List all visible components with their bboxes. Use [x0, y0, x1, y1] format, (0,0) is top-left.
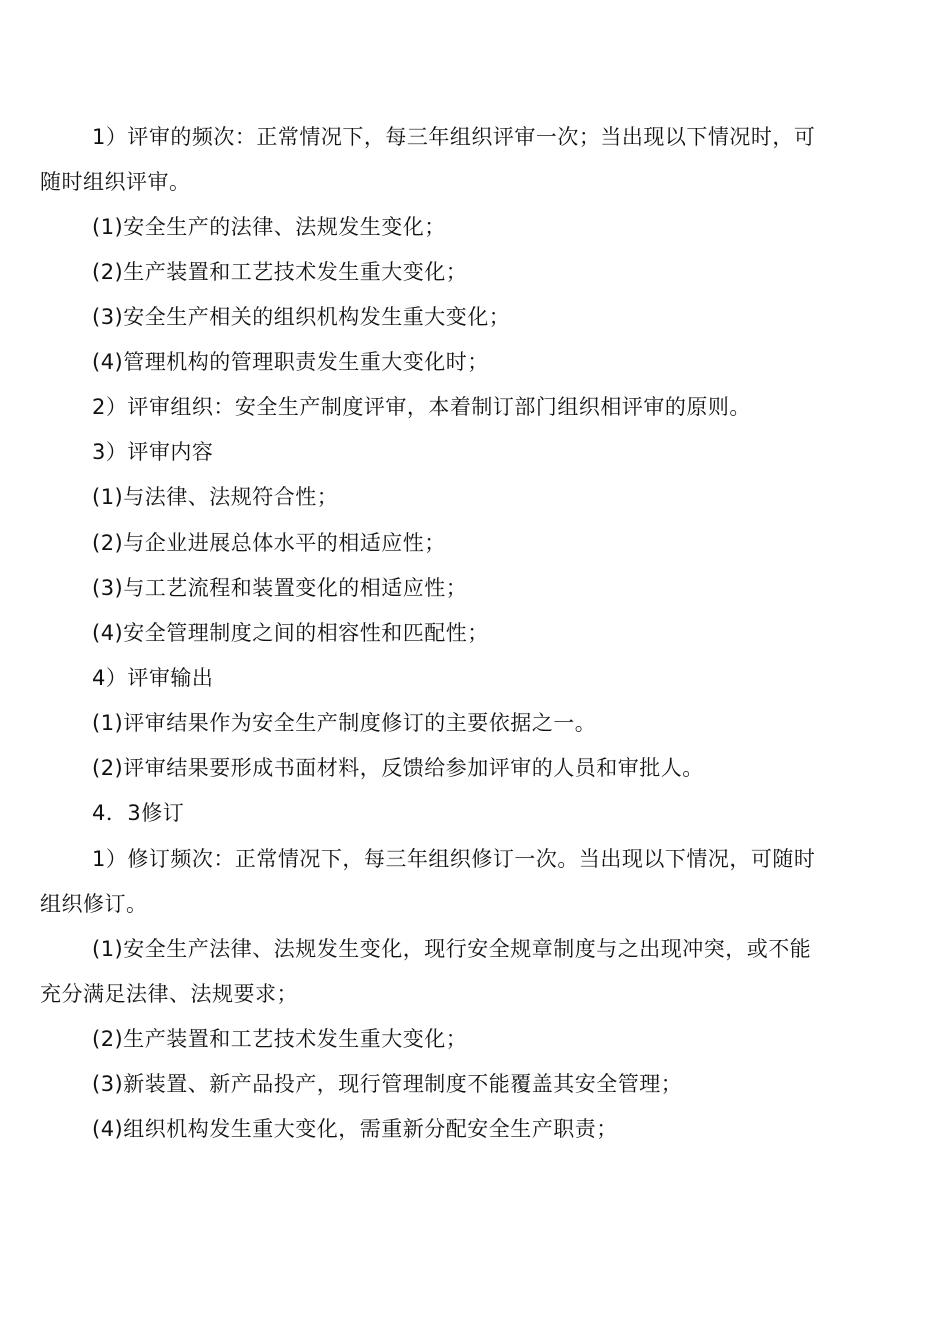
paragraph-line: (3)安全生产相关的组织机构发生重大变化； — [92, 305, 511, 329]
paragraph-line: (3)新装置、新产品投产，现行管理制度不能覆盖其安全管理； — [92, 1072, 683, 1096]
paragraph-line: 充分满足法律、法规要求； — [40, 982, 298, 1006]
paragraph-line: (2)评审结果要形成书面材料，反馈给参加评审的人员和审批人。 — [92, 756, 704, 780]
paragraph-line: (1)安全生产的法律、法规发生变化； — [92, 215, 446, 239]
paragraph-line: (1)与法律、法规符合性； — [92, 485, 339, 509]
paragraph-line: 3）评审内容 — [92, 440, 214, 464]
paragraph-line: 1）评审的频次：正常情况下，每三年组织评审一次；当出现以下情况时，可 — [92, 125, 816, 149]
paragraph-line: 随时组织评审。 — [40, 170, 191, 194]
paragraph-line: (1)评审结果作为安全生产制度修订的主要依据之一。 — [92, 711, 597, 735]
paragraph-line: 组织修订。 — [40, 892, 148, 916]
paragraph-line: 4）评审输出 — [92, 666, 214, 690]
section-heading: 4．3修订 — [92, 801, 185, 825]
paragraph-line: (4)管理机构的管理职责发生重大变化时； — [92, 350, 489, 374]
paragraph-line: (2)与企业进展总体水平的相适应性； — [92, 531, 446, 555]
paragraph-line: (4)组织机构发生重大变化，需重新分配安全生产职责； — [92, 1117, 618, 1141]
paragraph-line: (2)生产装置和工艺技术发生重大变化； — [92, 1027, 468, 1051]
paragraph-line: (1)安全生产法律、法规发生变化，现行安全规章制度与之出现冲突，或不能 — [92, 937, 812, 961]
paragraph-line: (2)生产装置和工艺技术发生重大变化； — [92, 260, 468, 284]
paragraph-line: 1）修订频次：正常情况下，每三年组织修订一次。当出现以下情况，可随时 — [92, 847, 816, 871]
paragraph-line: (4)安全管理制度之间的相容性和匹配性； — [92, 621, 489, 645]
paragraph-line: (3)与工艺流程和装置变化的相适应性； — [92, 576, 468, 600]
paragraph-line: 2）评审组织：安全生产制度评审，本着制订部门组织相评审的原则。 — [92, 395, 751, 419]
